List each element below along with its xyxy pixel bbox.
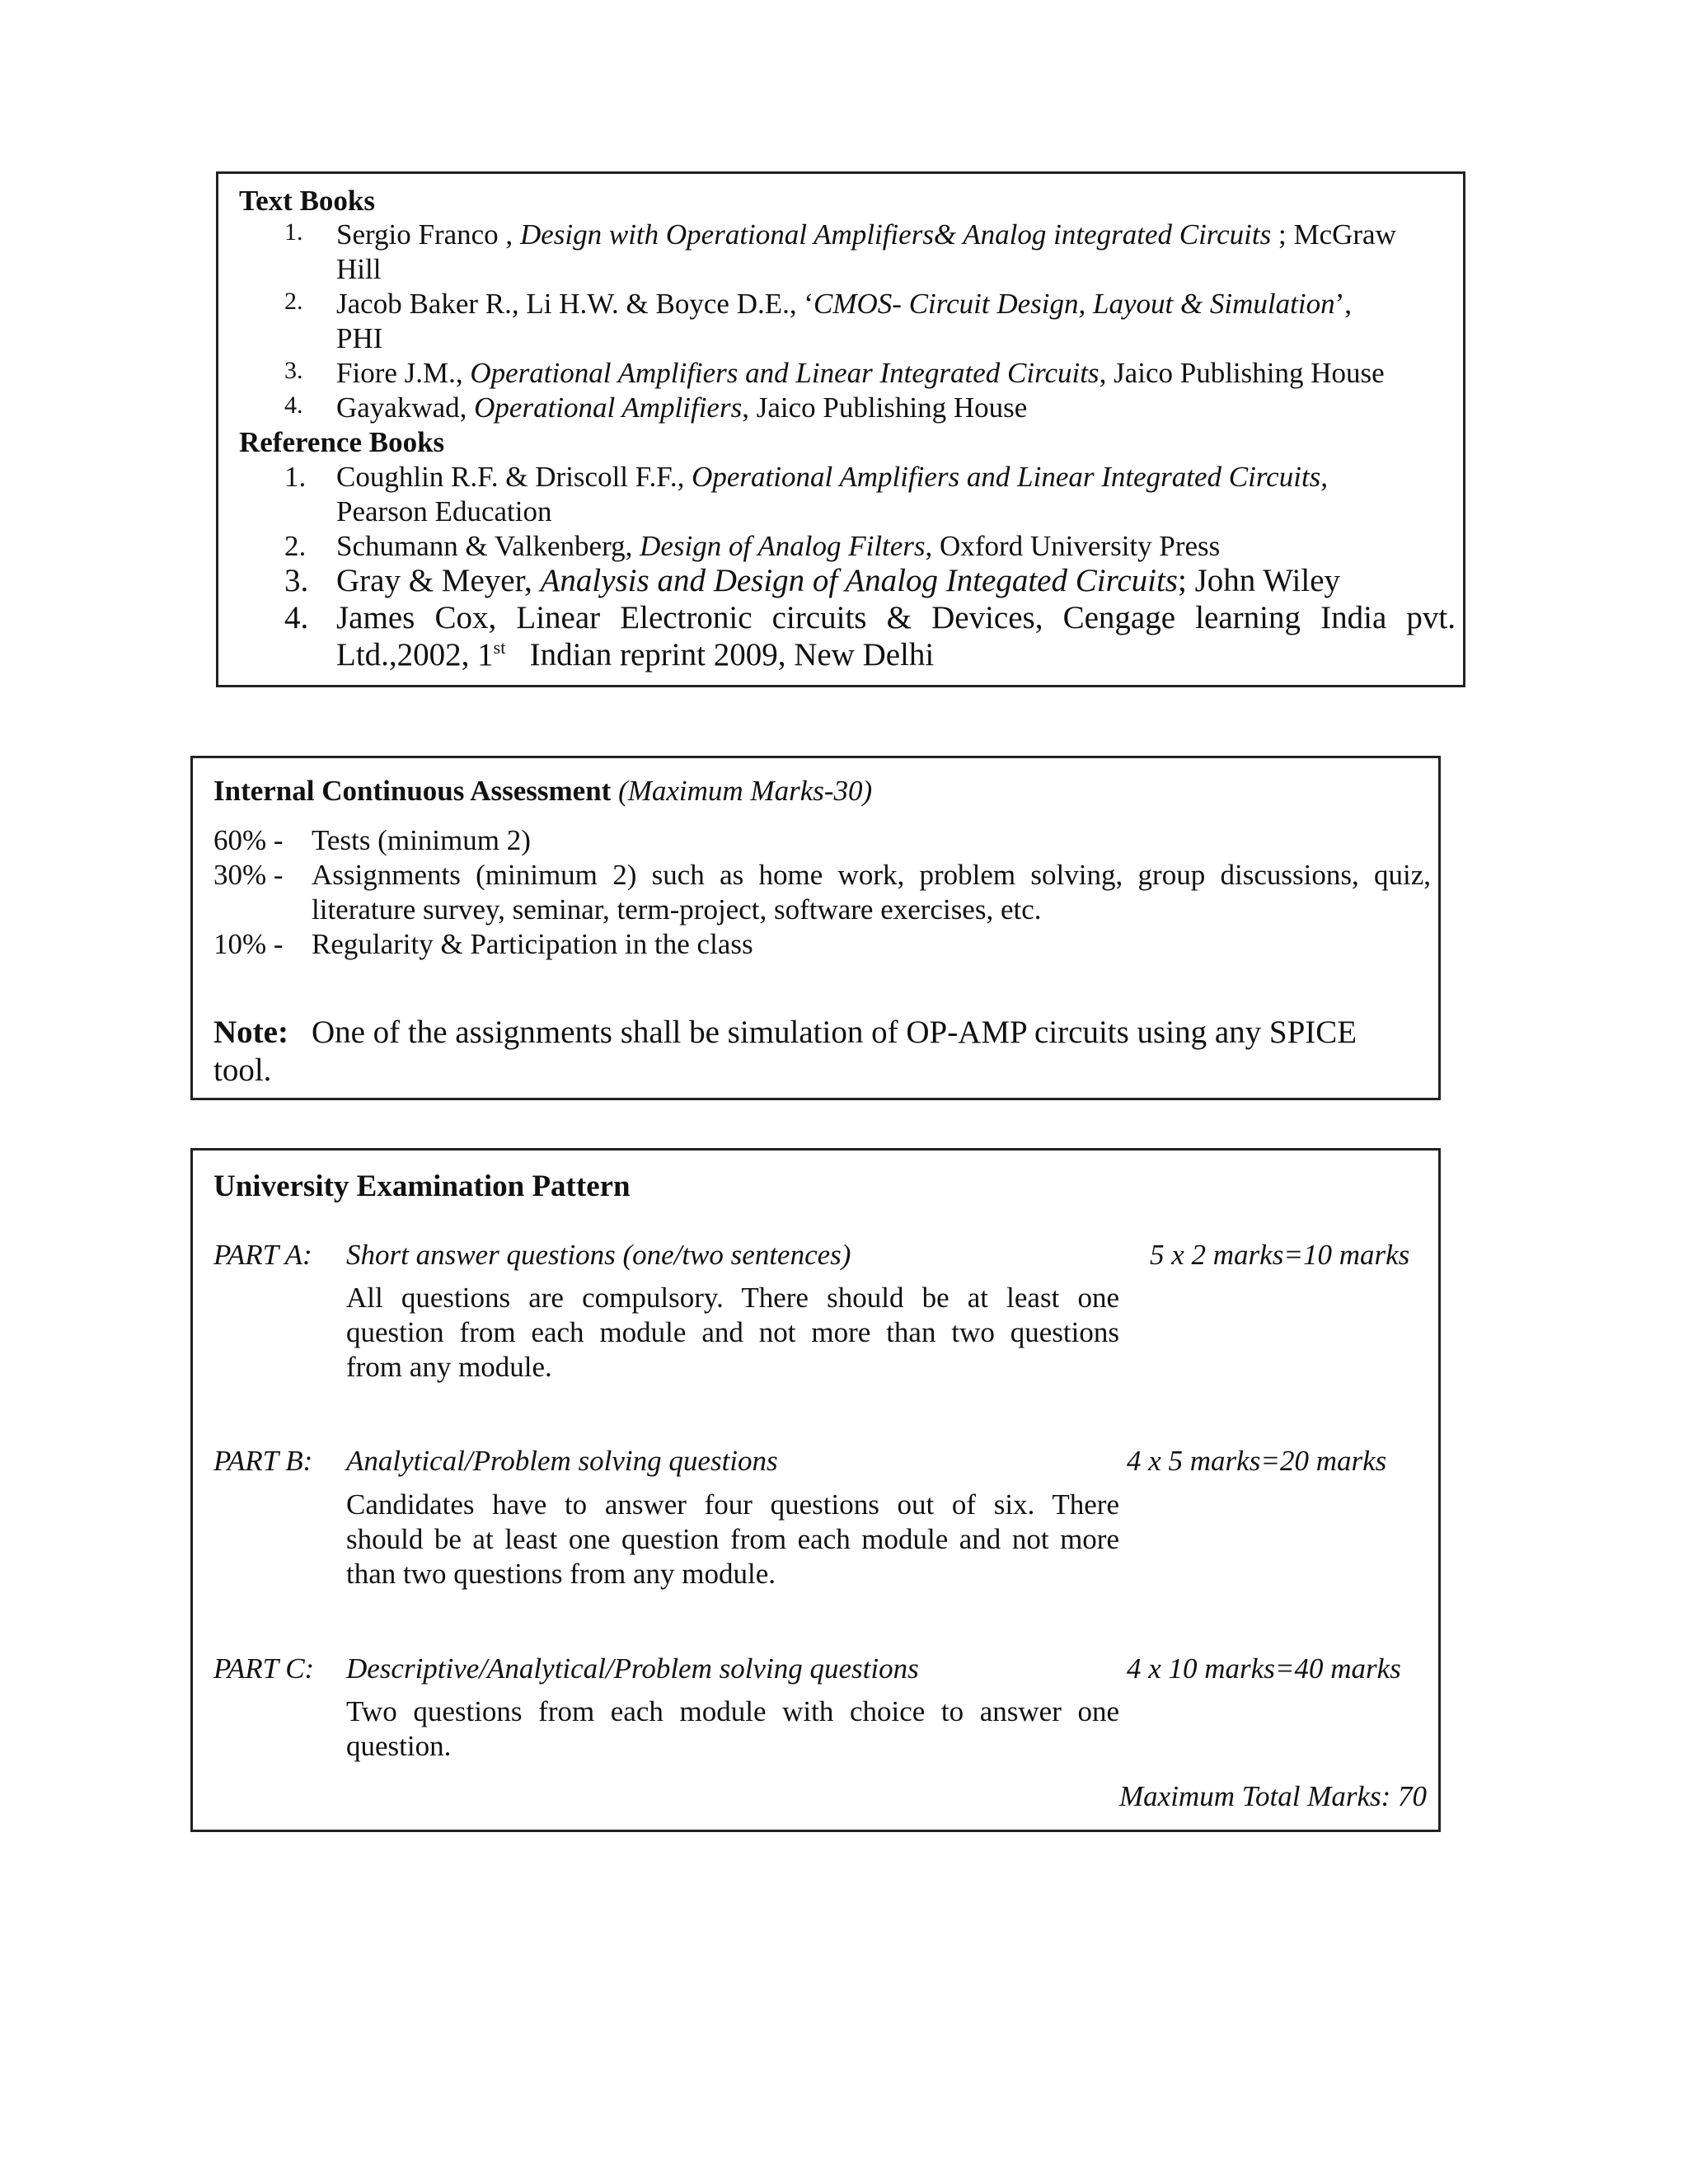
- textbook-4-number: 4.: [284, 391, 303, 419]
- refbook-4-year: Ltd.,2002, 1: [336, 637, 494, 673]
- textbooks-heading: Text Books: [239, 185, 376, 217]
- textbook-3-number: 3.: [284, 357, 303, 384]
- part-a-marks: 5 x 2 marks=10 marks: [1150, 1239, 1410, 1271]
- textbook-3-title: Operational Amplifiers and Linear Integrated Circuits: [470, 357, 1100, 389]
- uni-heading: University Examination Pattern: [213, 1169, 631, 1203]
- refbook-2: [336, 530, 1220, 563]
- ica-note-label: Note:: [213, 1015, 288, 1050]
- ica-heading-title: Internal Continuous Assessment: [213, 775, 612, 807]
- total-clip: [989, 1780, 1438, 1821]
- part-b-label: PART B:: [213, 1445, 313, 1477]
- part-c-label: PART C:: [213, 1652, 315, 1685]
- refbook-1-title: , Operational Amplifiers and Linear Integrated Circuits,: [677, 461, 1329, 493]
- ica-heading-note: (Maximum Marks-30): [618, 775, 873, 807]
- textbook-2-line2: PHI: [336, 322, 383, 354]
- refbook-3: [336, 562, 1340, 599]
- refbook-3-number: 3.: [284, 563, 309, 598]
- refbook-4-line1: James Cox, Linear Electronic circuits & Devices, Cengage learning India pvt.: [336, 600, 1456, 635]
- refbook-1-number: 1.: [284, 461, 307, 493]
- refbook-3-publisher: ; John Wiley: [1177, 563, 1341, 598]
- refbook-4-reprint: Indian reprint 2009, New Delhi: [529, 637, 935, 673]
- ica-row-2-text: Assignments (minimum 2) such as home work, problem solving, group discussions, quiz,: [312, 859, 1431, 891]
- textbook-2-author: Jacob Baker R., Li H.W. & Boyce D.E., ‘: [336, 288, 814, 320]
- refbooks-heading: Reference Books: [239, 426, 445, 458]
- textbook-4: [336, 391, 1027, 424]
- part-c-desc-2: question.: [346, 1730, 452, 1762]
- ica-note: [213, 1014, 1357, 1051]
- textbook-2-title: CMOS- Circuit Design, Layout & Simulation: [814, 288, 1335, 320]
- textbook-1-publisher: ; McGraw: [1271, 218, 1396, 251]
- ica-row-2-text2: literature survey, seminar, term-project, software exercises, etc.: [312, 893, 1042, 926]
- part-a-title: Short answer questions (one/two sentences): [346, 1239, 851, 1271]
- textbook-1-number: 1.: [284, 218, 303, 246]
- part-c-title: Descriptive/Analytical/Problem solving questions: [346, 1652, 919, 1685]
- refbook-1-line2: Pearson Education: [336, 495, 552, 527]
- refbook-4-sup: st: [493, 637, 506, 658]
- textbook-4-publisher: , Jaico Publishing House: [742, 391, 1028, 424]
- textbook-2-punct: ’,: [1334, 288, 1353, 320]
- textbook-2: [336, 288, 1352, 321]
- total-marks: Maximum Total Marks: 70: [1119, 1780, 1428, 1812]
- textbook-1-line2: Hill: [336, 253, 382, 285]
- refbook-3-title: Analysis and Design of Analog Integated Circuits: [540, 563, 1178, 598]
- part-a-desc-2: question from each module and not more than two questions: [346, 1316, 1119, 1348]
- part-a-desc-3: from any module.: [346, 1351, 552, 1383]
- part-b-title: Analytical/Problem solving questions: [346, 1445, 778, 1477]
- refbook-1-author: Coughlin R.F. & Driscoll F.F.: [336, 461, 678, 493]
- part-b-desc-1: Candidates have to answer four questions out of six. There: [346, 1488, 1119, 1521]
- refbook-4-line2: [336, 636, 934, 673]
- textbook-3: [336, 357, 1385, 390]
- part-a-label: PART A:: [213, 1239, 312, 1271]
- textbook-4-author: Gayakwad,: [336, 391, 475, 424]
- refbook-2-number: 2.: [284, 530, 307, 562]
- ica-note-text: One of the assignments shall be simulation of OP-AMP circuits using any SPICE: [311, 1015, 1357, 1050]
- refbook-3-author: Gray & Meyer,: [336, 563, 541, 598]
- ica-row-2-pct: 30% -: [213, 859, 284, 891]
- ica-row-3-pct: 10% -: [213, 928, 284, 960]
- ica-note-text2: tool.: [213, 1052, 272, 1088]
- textbook-1: [336, 218, 1396, 251]
- textbook-4-title: Operational Amplifiers: [474, 391, 743, 424]
- ica-row-1-pct: 60% -: [213, 824, 284, 856]
- part-a-desc-1: All questions are compulsory. There should be at least one: [346, 1282, 1119, 1314]
- part-b-desc-3: than two questions from any module.: [346, 1558, 776, 1590]
- textbook-3-author: Fiore J.M.,: [336, 357, 471, 389]
- refbook-2-author: Schumann & Valkenberg,: [336, 530, 640, 562]
- textbook-1-title: Design with Operational Amplifiers& Analog integrated Circuits: [519, 218, 1272, 251]
- ica-heading: [213, 775, 872, 808]
- part-c-marks: 4 x 10 marks=40 marks: [1127, 1652, 1401, 1685]
- refbook-1: [336, 461, 1328, 494]
- textbook-3-publisher: , Jaico Publishing House: [1099, 357, 1385, 389]
- textbook-2-number: 2.: [284, 288, 303, 315]
- part-c-desc-1: Two questions from each module with choice to answer one: [346, 1695, 1119, 1727]
- ica-row-1-text: Tests (minimum 2): [312, 824, 531, 856]
- textbook-1-author: Sergio Franco ,: [336, 218, 520, 251]
- ica-row-3-text: Regularity & Participation in the class: [312, 928, 753, 960]
- part-b-desc-2: should be at least one question from each module and not more: [346, 1523, 1119, 1555]
- refbook-4-number: 4.: [284, 600, 309, 635]
- part-b-marks: 4 x 5 marks=20 marks: [1127, 1445, 1387, 1477]
- refbook-2-publisher: , Oxford University Press: [925, 530, 1221, 562]
- refbook-2-title: Design of Analog Filters: [640, 530, 926, 562]
